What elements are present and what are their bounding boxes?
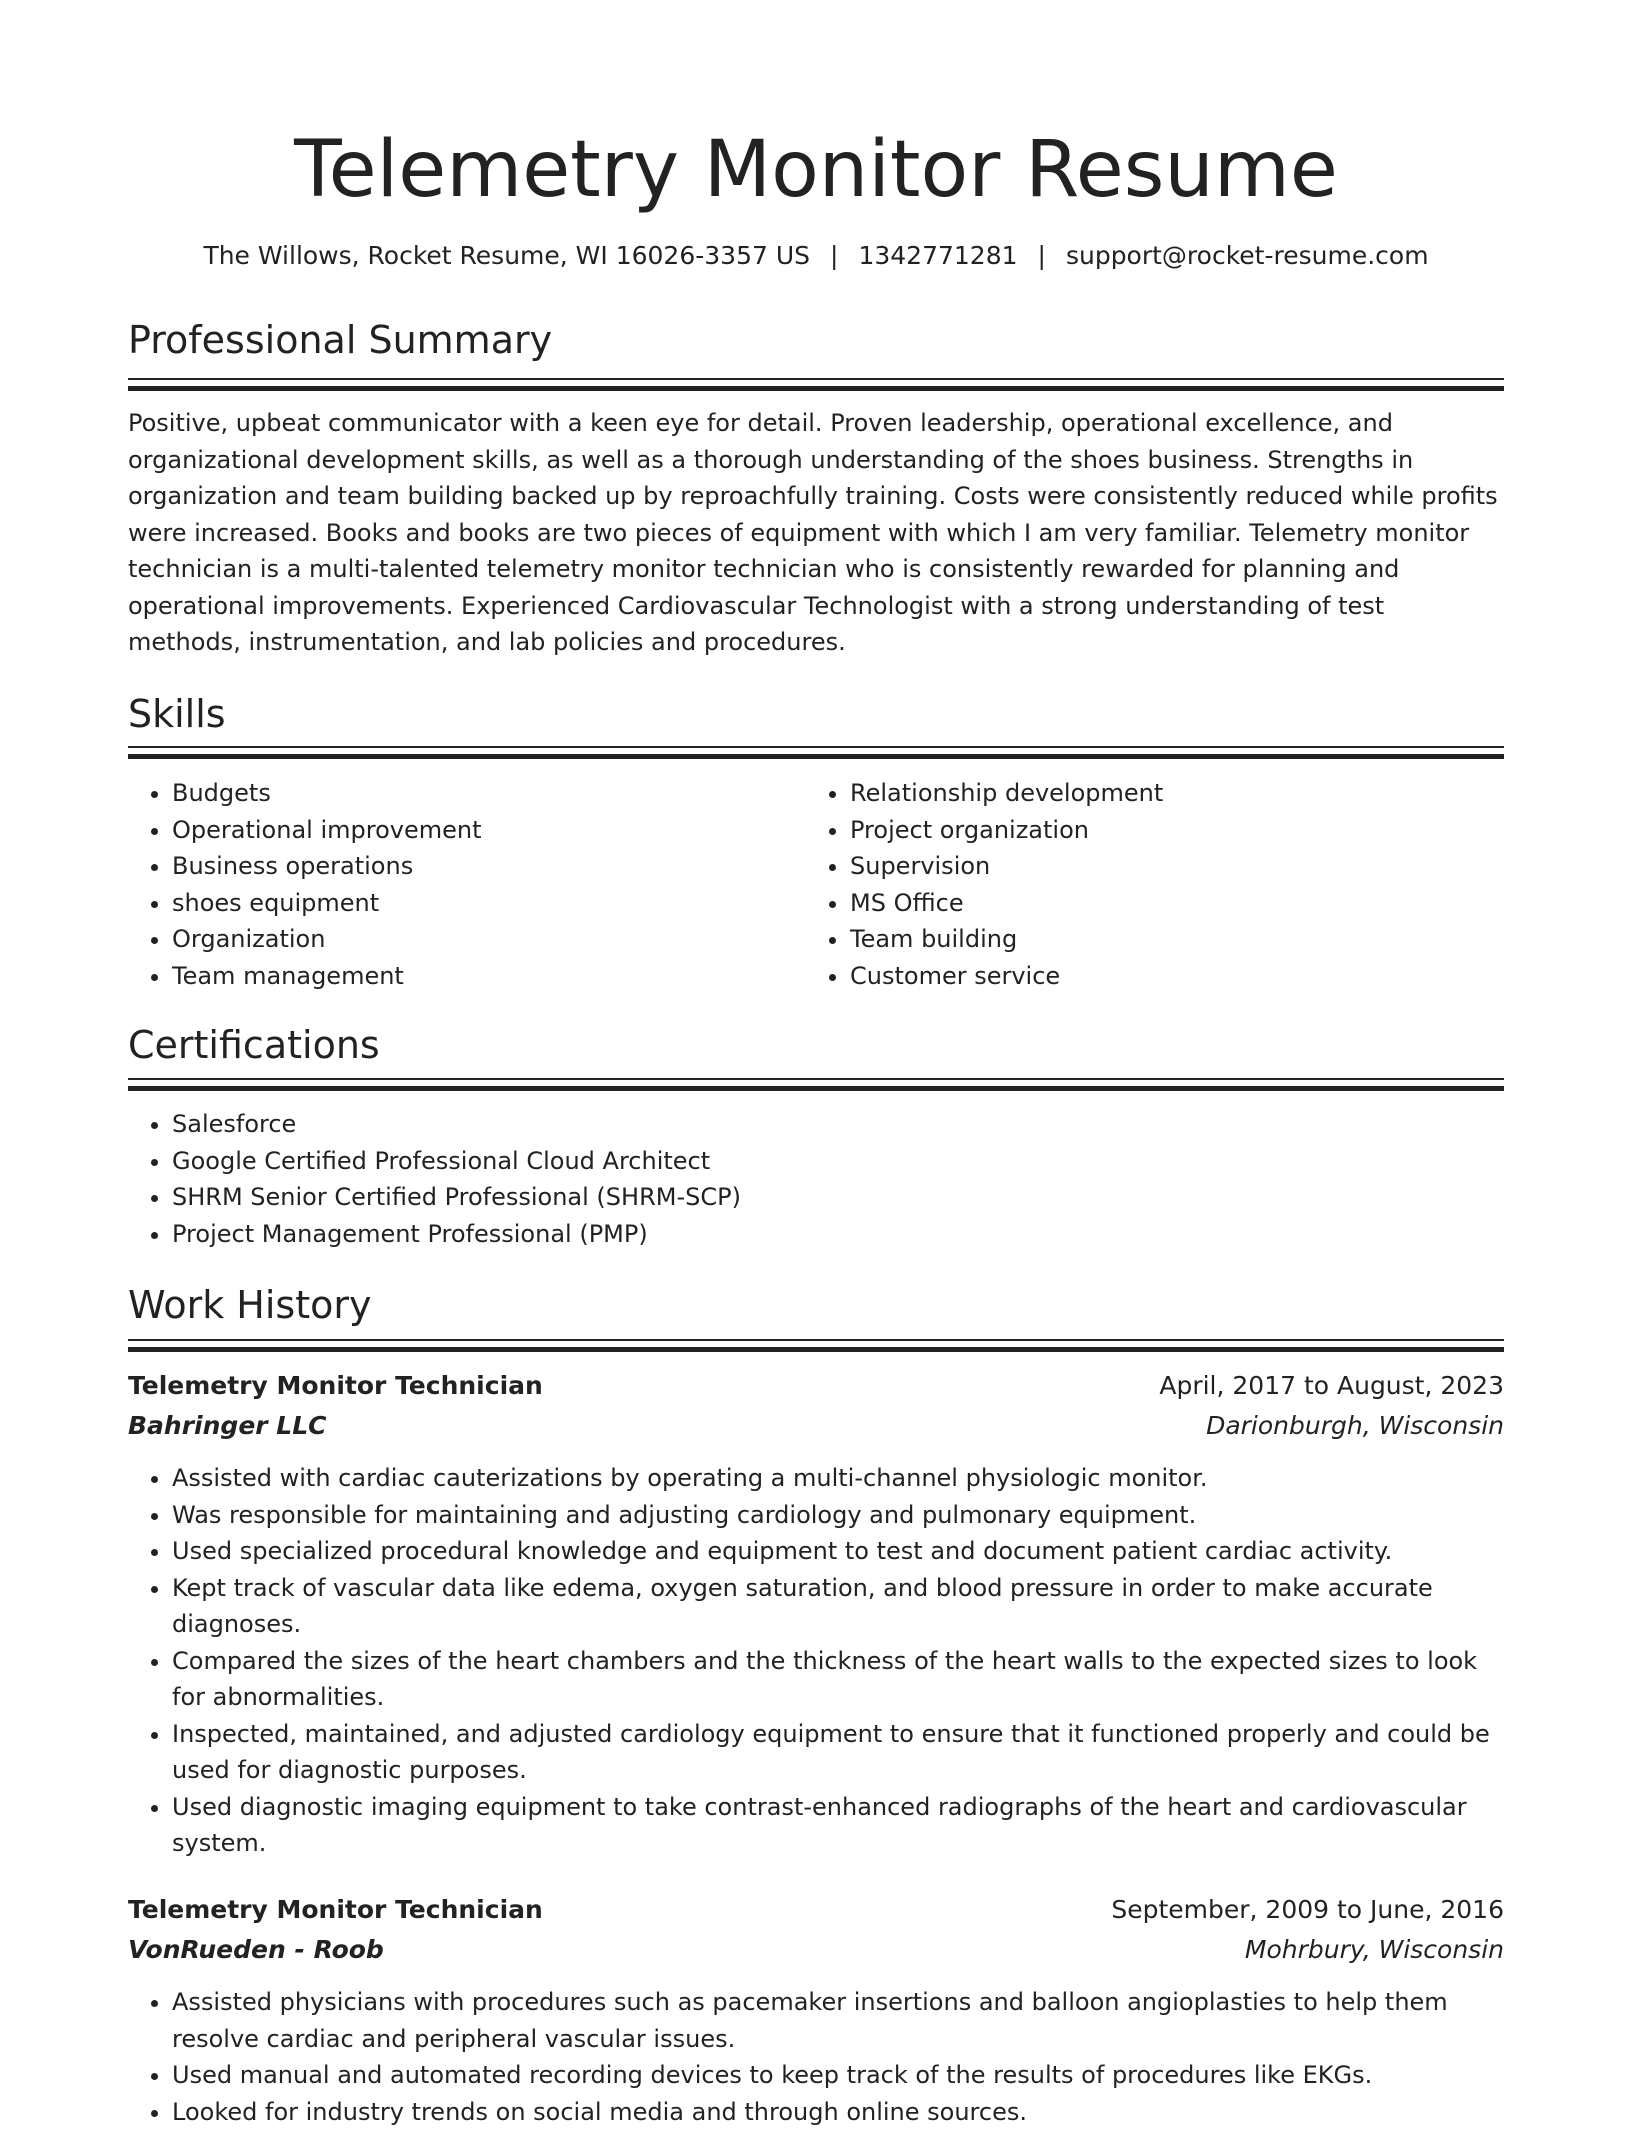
page-title: Telemetry Monitor Resume [128, 118, 1504, 222]
job-duty-item: • Was responsible for maintaining and adjusting cardiology and pulmonary equipment. [172, 1497, 1504, 1534]
job-dates: April, 2017 to August, 2023 [1159, 1366, 1504, 1406]
certification-item: • Salesforce [172, 1106, 1504, 1143]
skill-item: • Supervision [850, 848, 1484, 885]
section-divider [128, 746, 1504, 758]
summary-text: Positive, upbeat communicator with a keen eye for detail. Proven leadership, operational excellence, and organizational development skills, as well as a thorough understanding of the shoes business. Strengths in organization and team building backed up by reproachfully training. Costs were consistently reduced while profits were increased. Books and books are two pieces of equipment with which I am very familiar. Telemetry monitor technician is a multi-talented telemetry monitor technician who is consistently rewarded for planning and operational improvements. Experienced Cardiovascular Technologist with a strong understanding of test methods, instrumentation, and lab policies and procedures. [128, 405, 1504, 661]
skill-item: • Organization [172, 921, 806, 958]
job-duty-item: • Looked for industry trends on social media and through online sources. [172, 2094, 1504, 2130]
skill-item: • Operational improvement [172, 812, 806, 849]
job-title-row [128, 1890, 1504, 1930]
job-duty-item: • Used manual and automated recording devices to keep track of the results of procedures like EKGs. [172, 2057, 1504, 2094]
contact-line [128, 238, 1504, 274]
certifications-section-header [128, 1019, 1504, 1071]
job-header [128, 1890, 1504, 1970]
section-divider [128, 1078, 1504, 1090]
job-title: Telemetry Monitor Technician [128, 1890, 543, 1930]
job-company-row [128, 1406, 1504, 1446]
work-history-heading: Work History [128, 1279, 1504, 1331]
job-title-row [128, 1366, 1504, 1406]
contact-separator: | [830, 241, 838, 270]
certification-item: • Google Certified Professional Cloud Architect [172, 1143, 1504, 1180]
job-duty-item: • Used diagnostic imaging equipment to take contrast-enhanced radiographs of the heart and cardiovascular system. [172, 1789, 1504, 1862]
skills-heading: Skills [128, 688, 1504, 740]
summary-section-header [128, 314, 1504, 366]
contact-separator: | [1038, 241, 1046, 270]
skill-item: • Relationship development [850, 775, 1484, 812]
job-duties-list [128, 1984, 1504, 2130]
job-duty-item: • Inspected, maintained, and adjusted cardiology equipment to ensure that it functioned properly and could be used for diagnostic purposes. [172, 1716, 1504, 1789]
certifications-list [128, 1106, 1504, 1252]
certification-item: • Project Management Professional (PMP) [172, 1216, 1504, 1253]
skill-item: • Team building [850, 921, 1484, 958]
skills-column-left [128, 775, 806, 994]
job-header [128, 1366, 1504, 1446]
skill-item: • MS Office [850, 885, 1484, 922]
skills-list [128, 775, 1504, 994]
skills-column-right [806, 775, 1484, 994]
job-duty-item: • Compared the sizes of the heart chambers and the thickness of the heart walls to the expected sizes to look for abnormalities. [172, 1643, 1504, 1716]
job-dates: September, 2009 to June, 2016 [1111, 1890, 1504, 1930]
job-location: Darionburgh, Wisconsin [1206, 1406, 1504, 1446]
section-divider [128, 378, 1504, 390]
job-duty-item: • Kept track of vascular data like edema, oxygen saturation, and blood pressure in order to make accurate diagnoses. [172, 1570, 1504, 1643]
certifications-heading: Certifications [128, 1019, 1504, 1071]
certification-item: • SHRM Senior Certified Professional (SHRM-SCP) [172, 1179, 1504, 1216]
skill-item: • Project organization [850, 812, 1484, 849]
job-duty-item: • Assisted physicians with procedures such as pacemaker insertions and balloon angioplasties to help them resolve cardiac and peripheral vascular issues. [172, 1984, 1504, 2057]
contact-phone: 1342771281 [858, 241, 1017, 270]
summary-heading: Professional Summary [128, 314, 1504, 366]
contact-address: The Willows, Rocket Resume, WI 16026-3357 US [203, 241, 810, 270]
skill-item: • Business operations [172, 848, 806, 885]
skills-section-header [128, 688, 1504, 740]
job-duty-item: • Used specialized procedural knowledge and equipment to test and document patient cardiac activity. [172, 1533, 1504, 1570]
work-history-section-header [128, 1279, 1504, 1331]
job-company: VonRueden - Roob [128, 1930, 384, 1970]
job-location: Mohrbury, Wisconsin [1245, 1930, 1504, 1970]
job-duties-list [128, 1460, 1504, 1862]
skill-item: • Customer service [850, 958, 1484, 995]
contact-email[interactable]: support@rocket-resume.com [1066, 241, 1429, 270]
skill-item: • Team management [172, 958, 806, 995]
job-title: Telemetry Monitor Technician [128, 1366, 543, 1406]
job-duty-item: • Assisted with cardiac cauterizations by operating a multi-channel physiologic monitor. [172, 1460, 1504, 1497]
skill-item: • Budgets [172, 775, 806, 812]
section-divider [128, 1339, 1504, 1351]
job-company: Bahringer LLC [128, 1406, 327, 1446]
job-company-row [128, 1930, 1504, 1970]
skill-item: • shoes equipment [172, 885, 806, 922]
